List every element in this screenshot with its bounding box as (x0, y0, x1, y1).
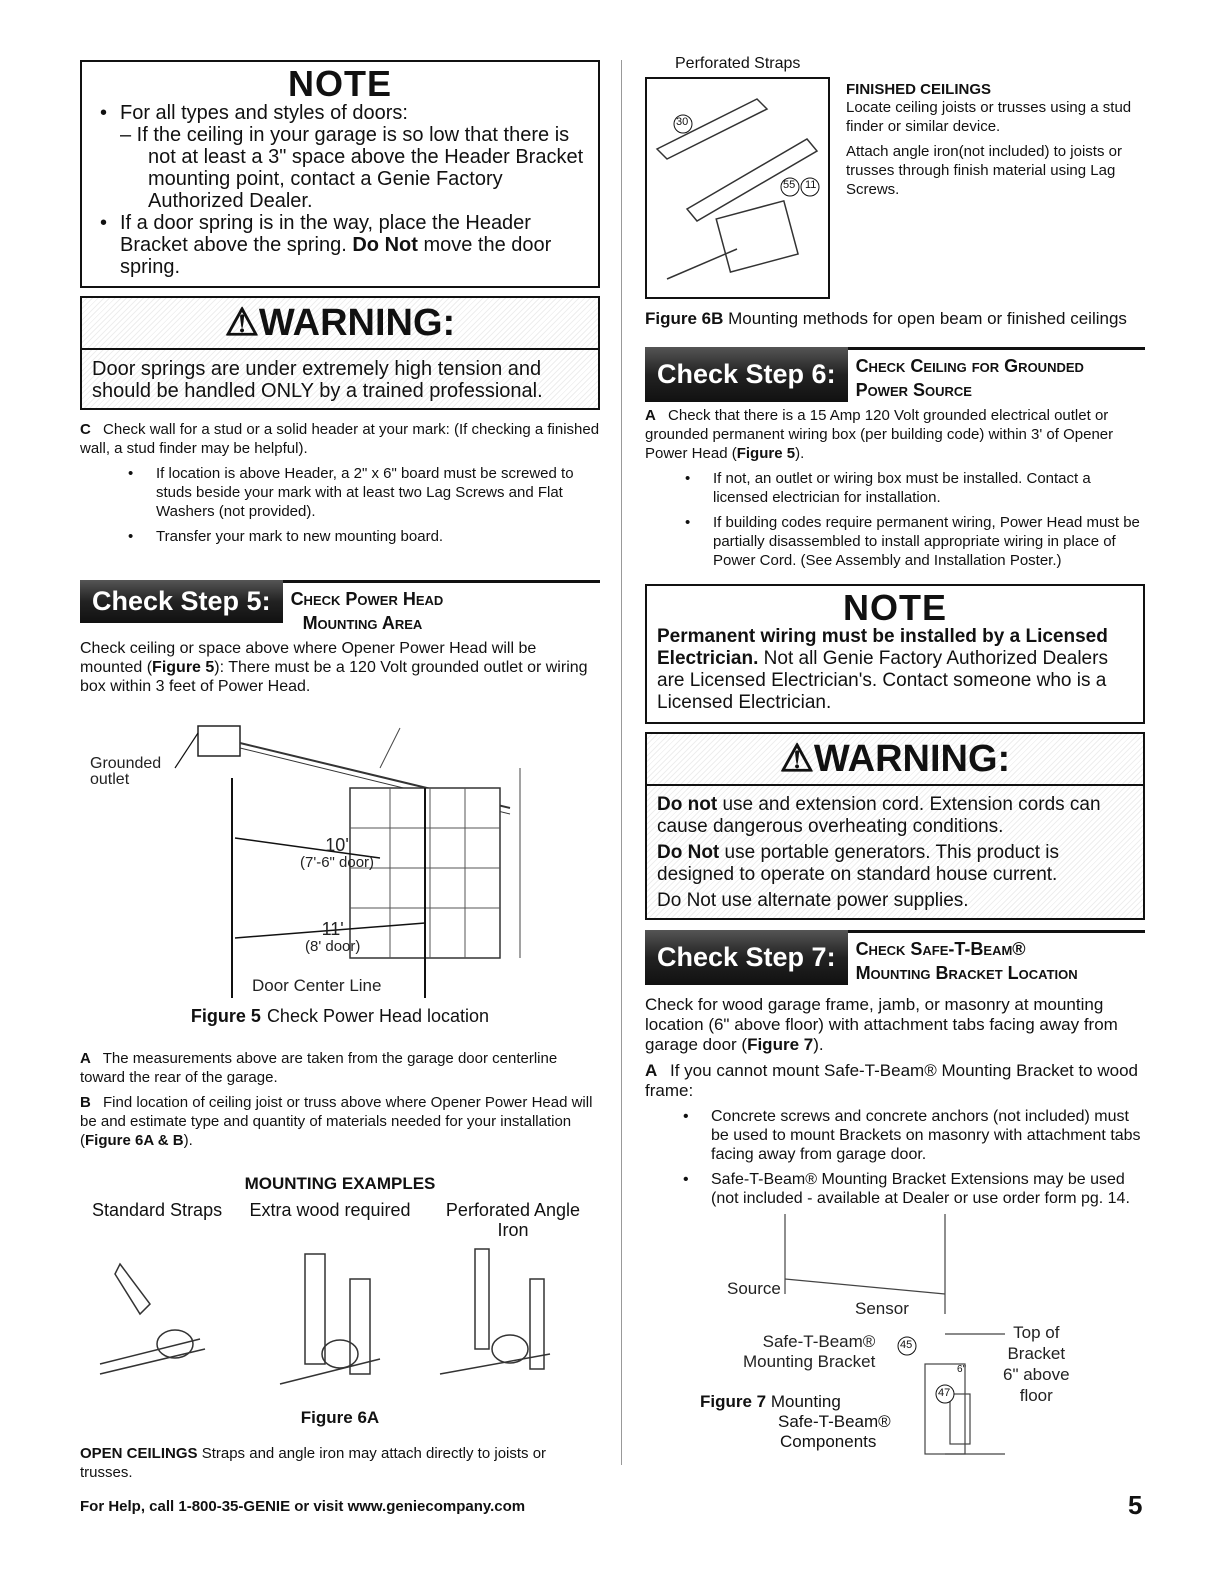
step6-text: Check that there is a 15 Amp 120 Volt grounded electrical outlet or grounded permanent wiring box (per building code) within 3' of Opener Power Head ( (645, 407, 1114, 462)
top-of-bracket-label (1003, 1322, 1070, 1406)
sensor-label: Sensor (855, 1299, 909, 1318)
figure-ref: Figure 5 (736, 445, 796, 462)
step7-a-text: If you cannot mount Safe-T-Beam® Mounting Bracket to wood frame: (645, 1061, 1139, 1100)
finished-ceilings-text: Attach angle iron(not included) to joists or trusses through finish material using Lag Screws. (846, 143, 1122, 198)
step7-header (645, 930, 1145, 985)
figure6b-row (645, 55, 1145, 299)
step6-paragraph (645, 406, 1145, 463)
note2-text (657, 626, 1133, 714)
note-title: NOTE (842, 587, 947, 628)
caption-text: Check Power Head location (266, 1006, 490, 1026)
example-label: Extra wood required (249, 1200, 411, 1220)
warning-bold: Do not (657, 794, 718, 815)
source-label: Source (727, 1279, 781, 1298)
step7-title-line: Mounting Bracket Location (855, 963, 1078, 983)
bracket-label-line: Safe-T-Beam® (762, 1332, 876, 1351)
example-label: Perforated Angle Iron (445, 1200, 581, 1240)
warning2-line (657, 842, 1133, 886)
dim-note: (8' door) (305, 938, 361, 955)
figure6b-image-wrap (645, 55, 830, 299)
note-sub-line: – If the ceiling in your garage is so low that there is (120, 124, 570, 146)
step-letter: A (645, 407, 656, 424)
note2-body-text: Not all Genie Factory Authorized Dealers are Licensed Electrician's. Contact someone who is a Licensed Electrician. (657, 648, 1108, 713)
step-c-text: Check wall for a stud or a solid header at your mark: (If checking a finished wall, a stud finder may be helpful). (80, 421, 600, 457)
outlet-leader (175, 733, 198, 768)
callout-30: 30 (676, 116, 689, 128)
caption-text: Mounting (770, 1392, 841, 1411)
mounting-example-labels (80, 1200, 600, 1240)
figure-ref: Figure 5 (152, 659, 215, 676)
step7-text: ). (813, 1035, 824, 1054)
bullet-item: • If not, an outlet or wiring box must be installed. Contact a licensed electrician for installation. (685, 469, 1145, 507)
callout-47: 47 (938, 1387, 951, 1399)
step5-badge: Check Step 5: (80, 580, 283, 623)
door-center-line-label: Door Center Line (252, 976, 382, 995)
note-bullet-text: For all types and styles of doors: (120, 102, 408, 124)
note-box-2 (645, 584, 1145, 724)
figure-number: Figure 7 (700, 1392, 767, 1411)
angle-iron-drawing (440, 1249, 550, 1374)
step6-badge: Check Step 6: (645, 347, 848, 402)
bullet-item: • If building codes require permanent wiring, Power Head must be partially disassembled to install appropriate wiring in place of Power Cord. (See Assembly and Installation Poster.) (685, 513, 1145, 570)
note-title: NOTE (287, 63, 392, 104)
step-c-paragraph (80, 420, 600, 458)
note-sub-line: not at least a 3" space above the Header Bracket (148, 146, 584, 168)
note-bold: Do Not (352, 234, 418, 256)
warning-bold: Do Not (657, 842, 720, 863)
figure-ref: Figure 7 (747, 1035, 814, 1054)
figure7-caption (700, 1392, 891, 1452)
step5-title (283, 583, 444, 635)
rail-line (667, 249, 737, 279)
warning-text: Door springs are under extremely high tension and should be handled ONLY by a trained professional. (92, 358, 543, 402)
note-list (92, 102, 588, 278)
top-label-line: floor (1019, 1386, 1053, 1405)
open-ceilings-label: OPEN CEILINGS (80, 1445, 198, 1462)
figure6b-svg (647, 79, 828, 297)
figure6a-caption: Figure 6A (300, 1408, 380, 1427)
bullet-item: • If location is above Header, a 2" x 6" board must be screwed to studs beside your mark with at least two Lag Screws and Flat Washers (not provided). (128, 464, 600, 521)
figure5-caption (80, 1006, 600, 1027)
bracket-line (380, 728, 400, 768)
warning-box-2 (645, 732, 1145, 920)
power-head-shape (716, 201, 798, 272)
outlet-label-line: outlet (90, 771, 130, 788)
left-column (80, 60, 600, 1488)
step6-text: ). (795, 445, 805, 462)
top-label-line: Bracket (1007, 1344, 1066, 1363)
step6-title-line: Check Ceiling for Grounded (855, 356, 1084, 376)
bracket-tab (950, 1394, 970, 1444)
step-c-bullets (128, 464, 600, 546)
figure-number: Figure 6B (645, 309, 724, 328)
bracket-label (743, 1332, 875, 1372)
warning-line-text: use and extension cord. Extension cords can cause dangerous overheating conditions. (657, 794, 1101, 837)
step-b-text: ). (183, 1132, 193, 1149)
top-label-line: 6" above (1003, 1365, 1070, 1384)
figure5-illustration (80, 708, 600, 1000)
step7-title-line: Check Safe-T-Beam® (855, 939, 1026, 959)
note-bullet-text: move the door spring. (120, 234, 552, 278)
step5-intro-text: ): There must be a 120 Volt grounded outlet or wiring box within 3 feet of Power Head. (80, 659, 588, 695)
footer-help-text: For Help, call 1-800-35-GENIE or visit www.geniecompany.com (80, 1498, 526, 1515)
step-letter: A (80, 1050, 91, 1067)
finished-ceilings-heading: FINISHED CEILINGS (846, 81, 992, 98)
warning-title: ⚠WARNING: (82, 304, 598, 350)
right-column (645, 55, 1145, 1482)
step-letter: B (80, 1094, 91, 1111)
note-bullet (92, 102, 588, 212)
step7-badge: Check Step 7: (645, 930, 848, 985)
step6-bullets (685, 469, 1145, 570)
note-bullet-text: If a door spring is in the way, place the Header Bracket above the spring. (120, 212, 531, 256)
finished-ceilings-block (830, 55, 1140, 299)
open-ceilings-paragraph (80, 1444, 600, 1482)
step7-bullets (683, 1107, 1145, 1208)
note-box (80, 60, 600, 288)
step6-header (645, 347, 1145, 402)
note-sub-line: mounting point, contact a Genie Factory (148, 168, 503, 190)
figure6b-frame (645, 77, 830, 299)
warning-title: ⚠WARNING: (647, 740, 1143, 786)
step6-title (848, 350, 1084, 402)
outlet-label (90, 756, 161, 788)
extra-wood-drawing (280, 1254, 380, 1384)
standard-straps-drawing (100, 1264, 205, 1374)
step7-title (848, 933, 1078, 985)
step-a-text: The measurements above are taken from the garage door centerline toward the rear of the garage. (80, 1050, 558, 1086)
figure-ref: Figure 6A & B (85, 1132, 184, 1149)
step5-title-line: Check Power Head (290, 589, 444, 609)
bullet-item: • Concrete screws and concrete anchors (not included) must be used to mount Brackets on masonry with attachment tabs facing away from garage door. (683, 1107, 1145, 1164)
perforated-straps-label: Perforated Straps (675, 55, 801, 72)
warning-box (80, 296, 600, 410)
step-letter: A (645, 1061, 658, 1080)
bracket-label-line: Mounting Bracket (743, 1352, 876, 1371)
dimension-label-11 (305, 920, 360, 956)
step5-header (80, 580, 600, 635)
step7-text: Check for wood garage frame, jamb, or masonry at mounting location (6" above floor) with attachment tabs facing away from garage door ( (645, 995, 1118, 1054)
warning2-line: Do Not use alternate power supplies. (657, 890, 969, 911)
step6-title-line: Power Source (855, 380, 972, 400)
mounting-examples-svg (80, 1244, 600, 1394)
bullet-item: • Transfer your mark to new mounting board. (128, 527, 600, 546)
power-head-shape (198, 726, 240, 756)
note-bullet (92, 212, 588, 278)
step-a-paragraph (80, 1049, 600, 1087)
step5-intro (80, 639, 600, 696)
warning-line-text: use portable generators. This product is designed to operate on standard house current. (657, 842, 1059, 885)
page-number: 5 (1128, 1490, 1143, 1520)
warning2-line (657, 794, 1133, 838)
outlet-label-line: Grounded (90, 755, 162, 772)
mounting-examples-heading: MOUNTING EXAMPLES (244, 1174, 436, 1193)
finished-ceilings-text: Locate ceiling joists or trusses using a stud finder or similar device. (846, 99, 1132, 135)
top-label-line: Top of (1013, 1323, 1060, 1342)
note2-bold-text: Permanent wiring must be installed by a Licensed Electrician. (657, 626, 1108, 669)
step7-a-paragraph (645, 1061, 1145, 1101)
bracket-shape (925, 1364, 965, 1454)
caption-text: Mounting methods for open beam or finished ceilings (728, 309, 1127, 328)
example-label: Standard Straps (92, 1200, 223, 1220)
dim-note: (7'-6" door) (300, 854, 375, 871)
step5-title-line: Mounting Area (302, 613, 423, 633)
step-letter: C (80, 421, 91, 438)
dim-value: 11' (321, 919, 344, 939)
callout-55: 55 (783, 179, 796, 191)
bullet-item: • Safe-T-Beam® Mounting Bracket Extensions may be used (not included - available at Dealer or use order form pg. 14. (683, 1170, 1145, 1208)
dim-value: 10' (325, 835, 349, 855)
open-ceilings-text: Straps and angle iron may attach directly to joists or trusses. (80, 1445, 547, 1481)
step5-intro-text: Check ceiling or space above where Opener Power Head will be mounted ( (80, 640, 537, 676)
figure6b-caption (645, 309, 1145, 329)
column-divider (621, 60, 622, 1465)
dimension-label-10 (300, 836, 374, 872)
callout-11: 11 (805, 179, 817, 191)
figure-number: Figure 5 (190, 1006, 261, 1026)
door-bottom (785, 1279, 945, 1294)
joist-shape (657, 99, 767, 159)
figure6a-illustration (80, 1244, 600, 1394)
step7-intro (645, 995, 1145, 1055)
caption-text: Safe-T-Beam® (778, 1412, 891, 1431)
callout-45: 45 (900, 1339, 913, 1351)
step-b-paragraph (80, 1093, 600, 1150)
figure7-illustration (645, 1214, 1145, 1482)
note-sub-line: Authorized Dealer. (148, 190, 313, 212)
step-b-text: Find location of ceiling joist or truss above where Opener Power Head will be and estimate type and quantity of materials needed for your installation ( (80, 1094, 593, 1149)
caption-text: Components (780, 1432, 877, 1451)
six-inch-mark: 6" (957, 1364, 967, 1375)
